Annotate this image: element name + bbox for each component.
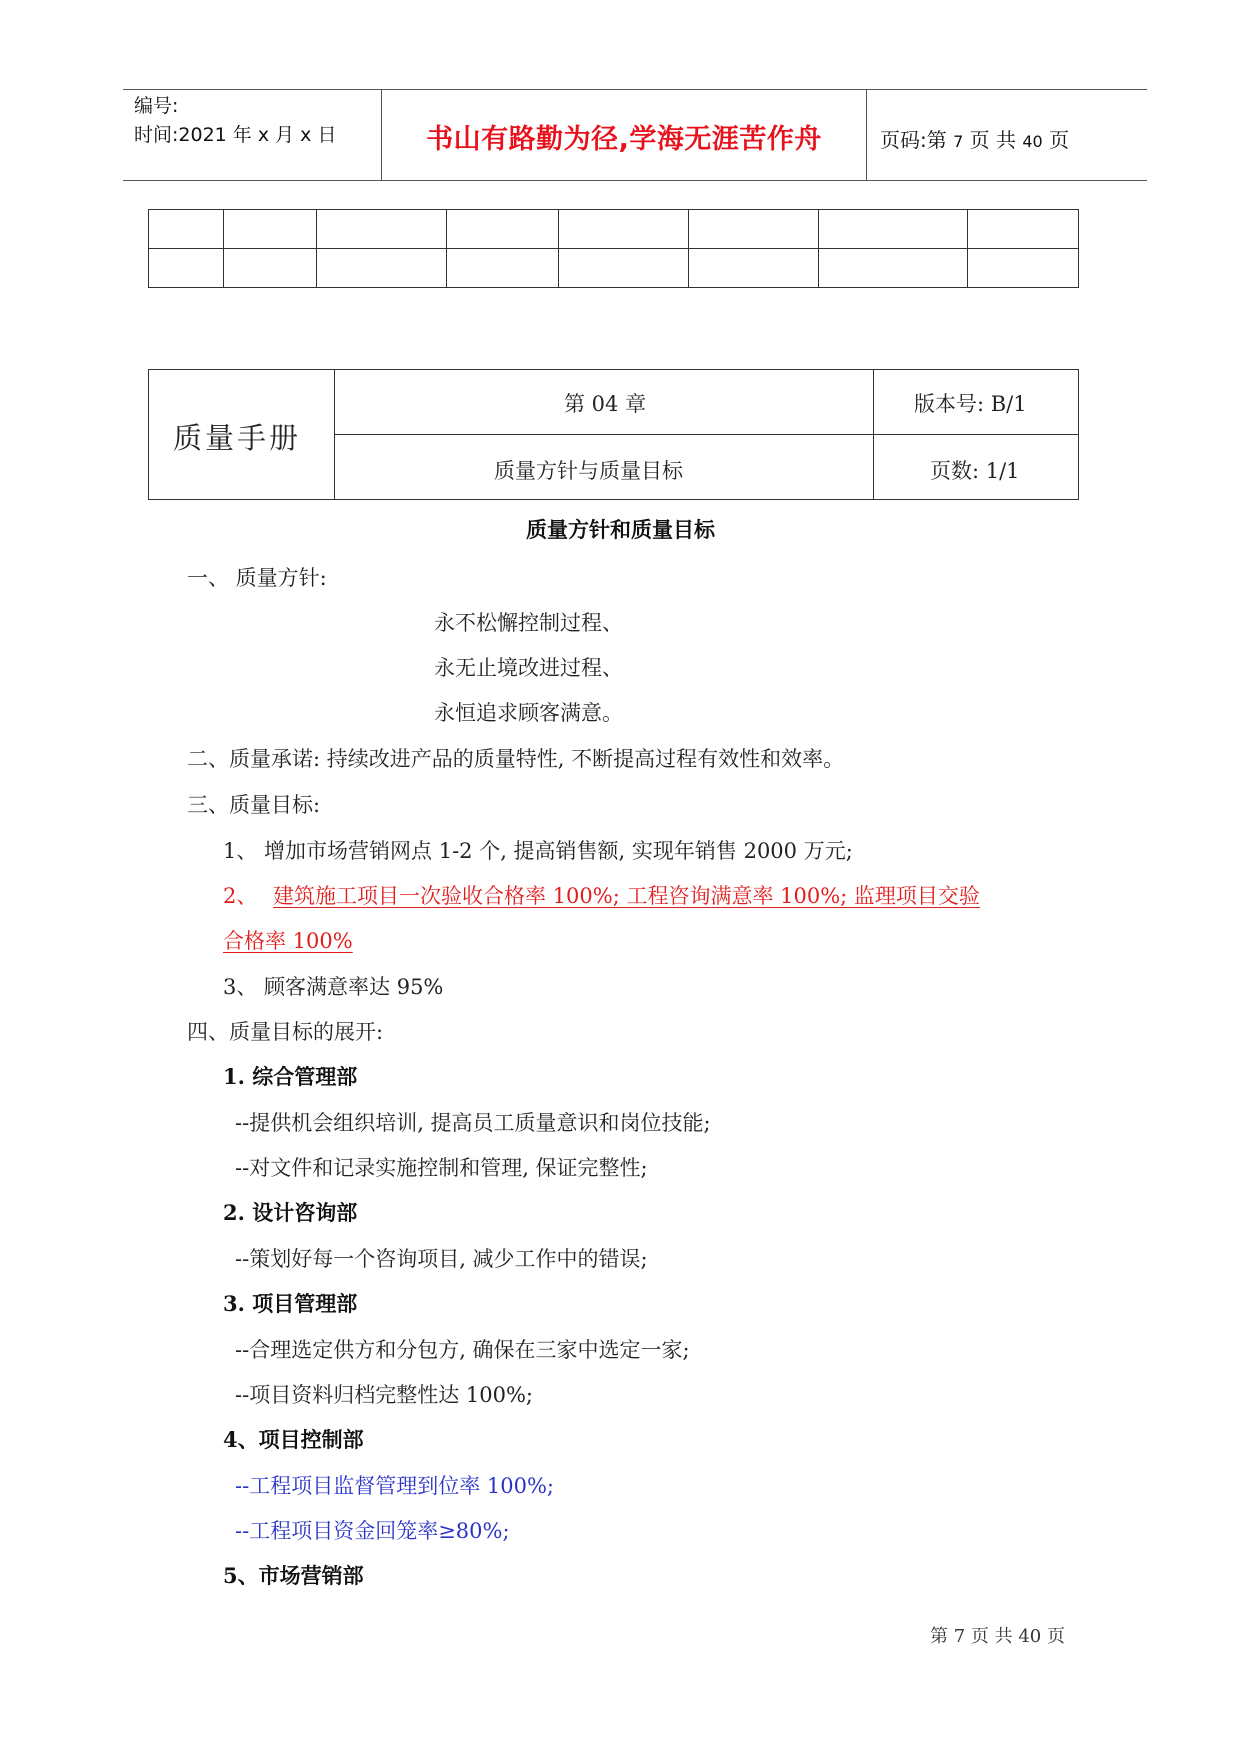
- objective-item-1: 1、 增加市场营销网点 1-2 个, 提高销售额, 实现年销售 2000 万元;: [223, 839, 853, 863]
- table-cell: [149, 210, 224, 249]
- header-divider-left: [381, 89, 382, 181]
- header-motto: 书山有路勤为径,学海无涯苦作舟: [426, 124, 822, 155]
- dept-item: --提供机会组织培训, 提高员工质量意识和岗位技能;: [235, 1111, 711, 1135]
- section1-heading: 一、 质量方针:: [187, 566, 327, 590]
- table-cell: [689, 210, 819, 249]
- dept-title-4: 4、项目控制部: [223, 1427, 364, 1452]
- page-mid: 页 共: [963, 128, 1023, 152]
- page-title: 质量方针和质量目标: [526, 517, 715, 542]
- table-cell: [559, 210, 689, 249]
- manual-pages: 页数: 1/1: [930, 459, 1020, 483]
- policy-line: 永不松懈控制过程、: [434, 611, 623, 635]
- doc-time-label: 时间:2021 年 x 月 x 日: [134, 124, 337, 146]
- header-page-indicator: [880, 124, 1069, 153]
- objective-item-2-line1: 建筑施工项目一次验收合格率 100%; 工程咨询满意率 100%; 监理项目交验: [273, 884, 980, 908]
- dept-item: --工程项目资金回笼率≥80%;: [235, 1519, 510, 1543]
- table-cell: [317, 249, 447, 288]
- page-suffix: 页: [1042, 128, 1070, 152]
- table-cell: [447, 249, 559, 288]
- table-cell: [968, 210, 1079, 249]
- table-cell: [819, 249, 968, 288]
- objective-item-2-number: 2、: [223, 884, 258, 908]
- header-divider-right: [866, 89, 867, 181]
- page-total: 40: [1022, 132, 1043, 151]
- policy-line: 永恒追求顾客满意。: [434, 701, 623, 725]
- dept-title-1: 1. 综合管理部: [223, 1064, 358, 1089]
- section4-heading: 四、质量目标的展开:: [187, 1020, 384, 1044]
- doc-number-label: 编号:: [134, 95, 179, 117]
- section2-commitment: 二、质量承诺: 持续改进产品的质量特性, 不断提高过程有效性和效率。: [187, 747, 845, 771]
- manual-name: 质量手册: [173, 421, 302, 455]
- dept-item: --对文件和记录实施控制和管理, 保证完整性;: [235, 1156, 648, 1180]
- page-footer: 第 7 页 共 40 页: [930, 1626, 1065, 1647]
- table-row: [149, 210, 1079, 249]
- dept-title-5: 5、市场营销部: [223, 1563, 364, 1588]
- manual-row-divider: [334, 434, 1079, 435]
- dept-title-2: 2. 设计咨询部: [223, 1200, 358, 1225]
- manual-chapter: 第 04 章: [564, 392, 647, 416]
- dept-item: --合理选定供方和分包方, 确保在三家中选定一家;: [235, 1338, 690, 1362]
- objective-item-3: 3、 顾客满意率达 95%: [223, 975, 444, 999]
- table-cell: [689, 249, 819, 288]
- table-row: [149, 249, 1079, 288]
- policy-line: 永无止境改进过程、: [434, 656, 623, 680]
- header-top-rule: [123, 89, 1147, 90]
- dept-title-3: 3. 项目管理部: [223, 1291, 358, 1316]
- table-cell: [224, 249, 317, 288]
- table-cell: [819, 210, 968, 249]
- header-meta: [134, 92, 336, 150]
- manual-subject: 质量方针与质量目标: [494, 459, 683, 483]
- dept-item: --项目资料归档完整性达 100%;: [235, 1383, 533, 1407]
- table-cell: [317, 210, 447, 249]
- table-cell: [224, 210, 317, 249]
- dept-item: --策划好每一个咨询项目, 减少工作中的错误;: [235, 1247, 648, 1271]
- table-cell: [968, 249, 1079, 288]
- objective-item-2-line2: 合格率 100%: [223, 929, 353, 953]
- dept-item: --工程项目监督管理到位率 100%;: [235, 1474, 554, 1498]
- page-prefix: 页码:第: [880, 128, 954, 152]
- blank-grid-table: [148, 209, 1079, 288]
- manual-version: 版本号: B/1: [914, 392, 1027, 416]
- table-cell: [559, 249, 689, 288]
- table-cell: [149, 249, 224, 288]
- page-current: 7: [953, 132, 964, 151]
- header-bottom-rule: [123, 180, 1147, 181]
- section3-heading: 三、质量目标:: [187, 793, 321, 817]
- table-cell: [447, 210, 559, 249]
